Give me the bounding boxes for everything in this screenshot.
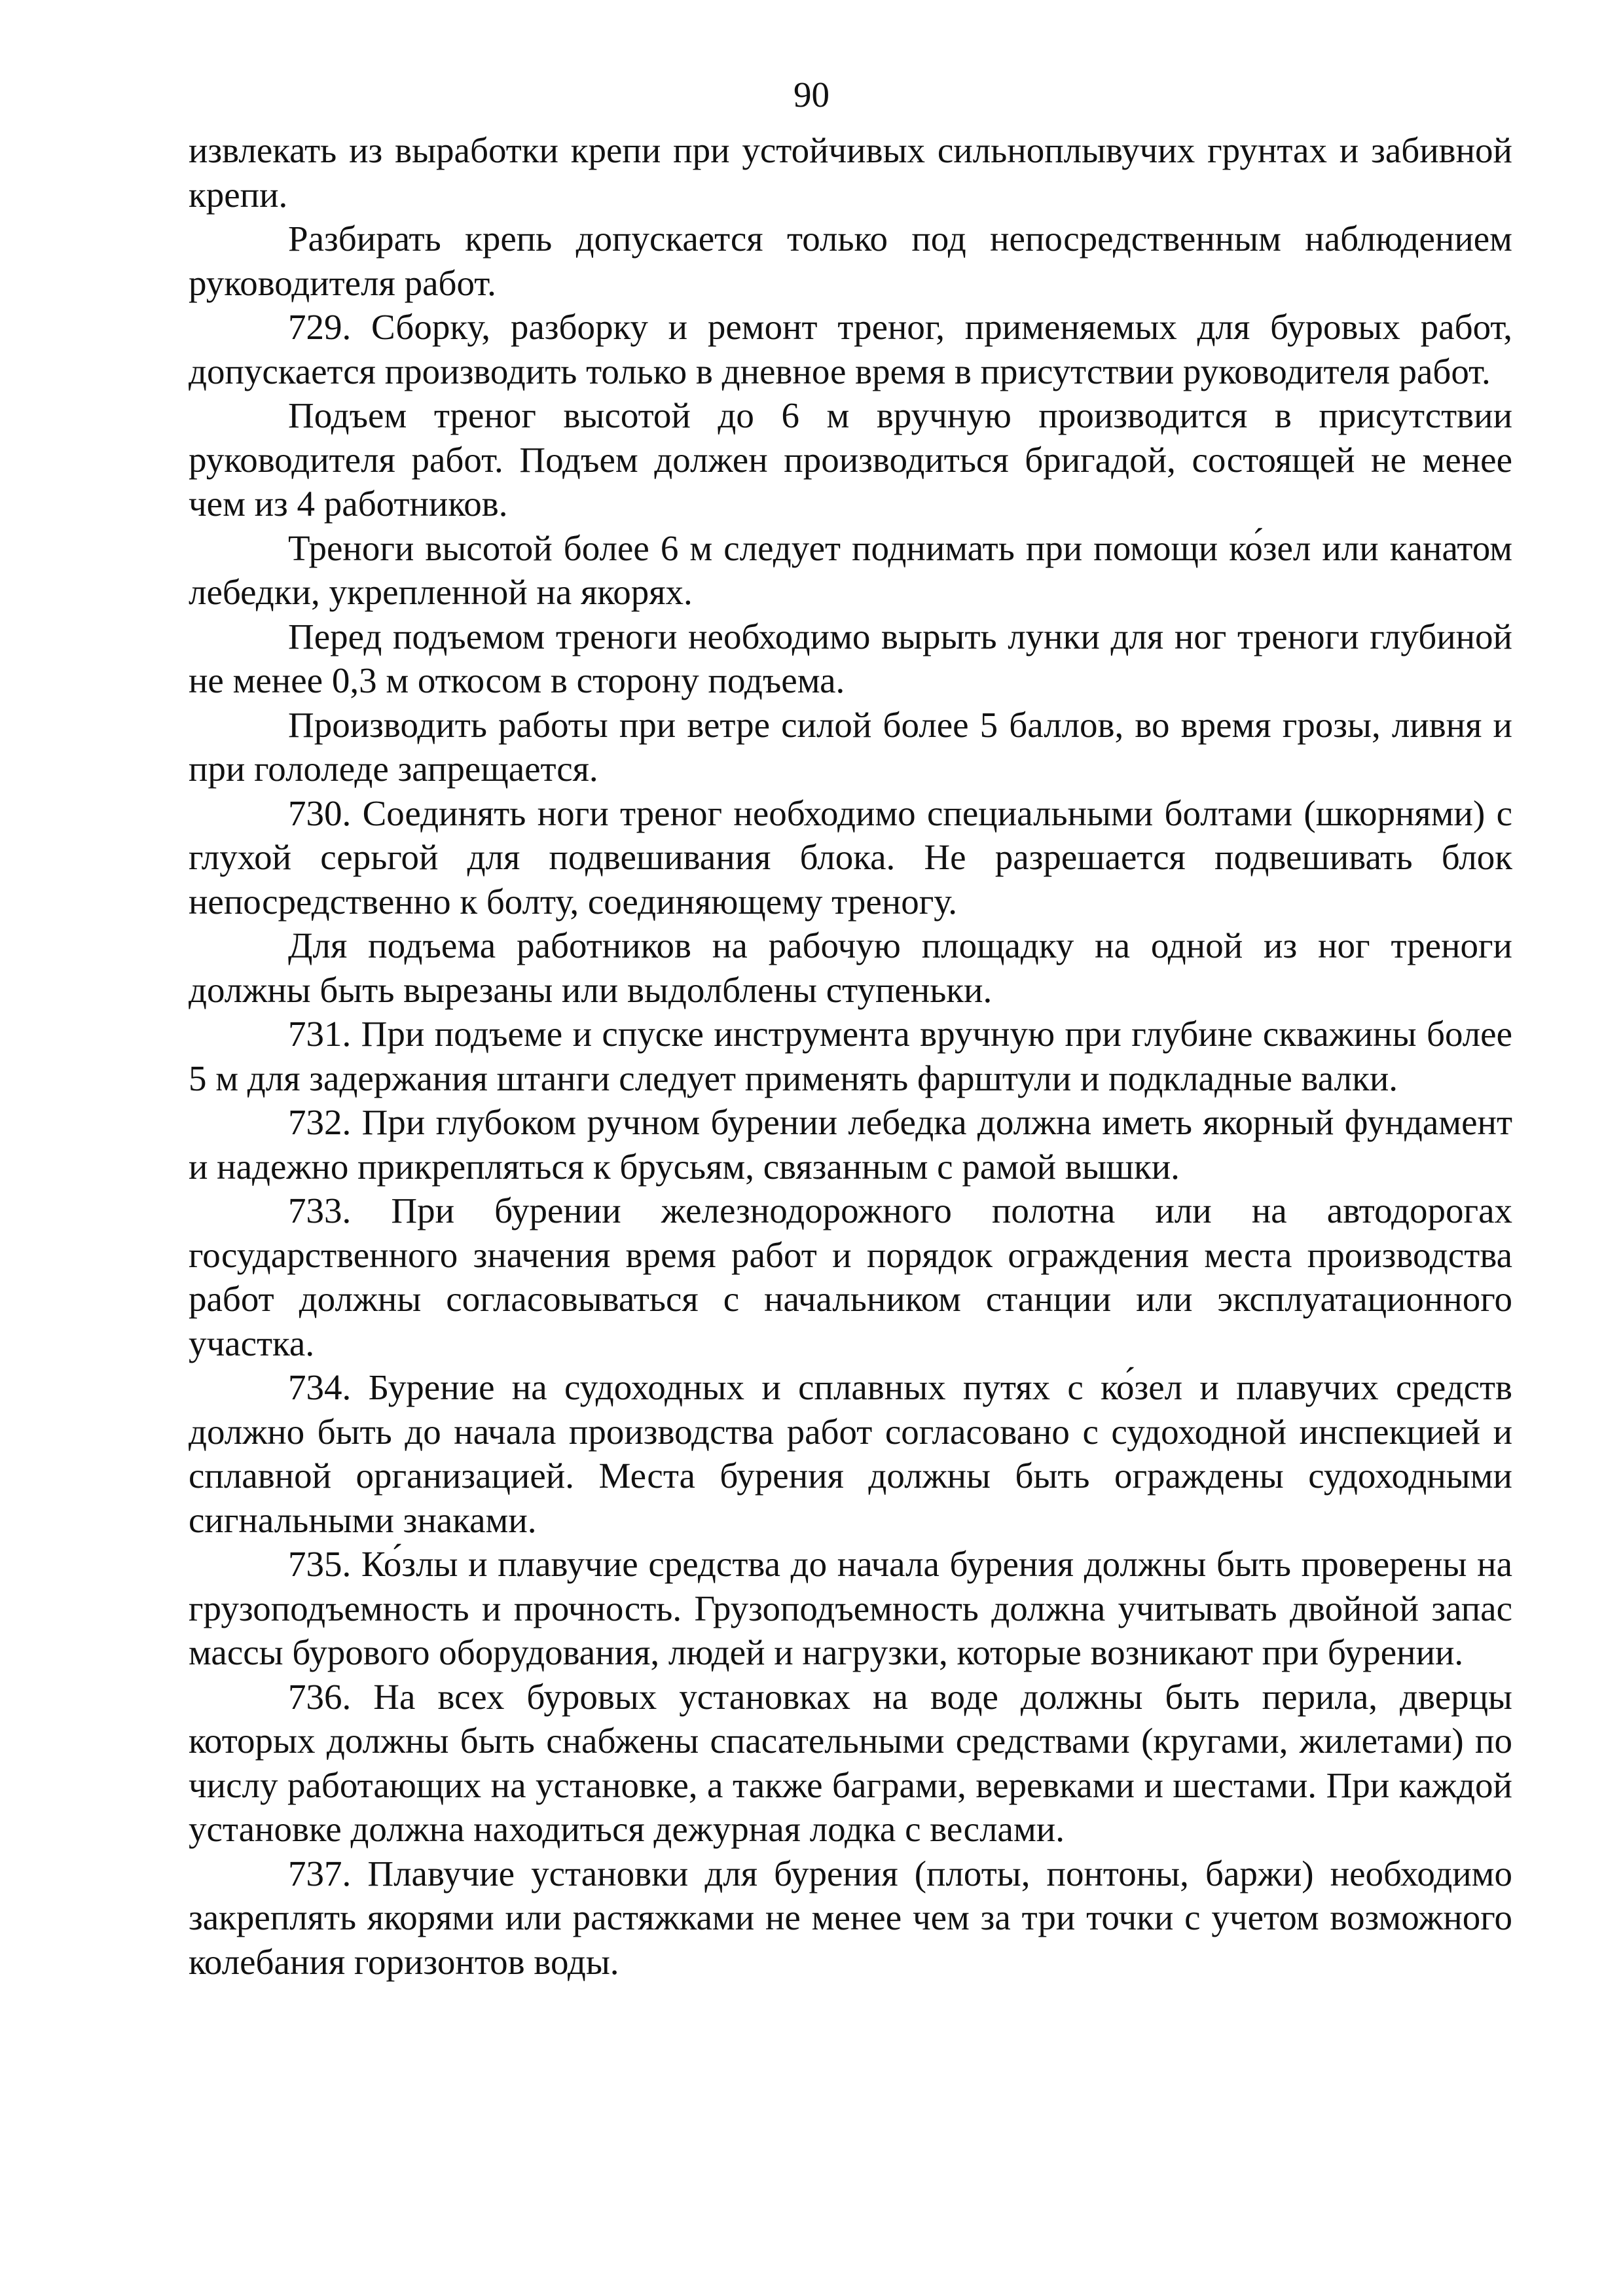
paragraph-733: 733. При бурении железнодорожного полотна или на автодорогах государственного значения время работ и порядок ограждения места производства работ должны согласовываться с начальником станции или эксплуатационного участка. [189, 1191, 1512, 1363]
paragraph: Разбирать крепь допускается только под непосредственным наблюдением руководителя работ. [189, 219, 1512, 303]
page-number: 90 [793, 75, 830, 115]
paragraph: Производить работы при ветре силой более 5 баллов, во время грозы, ливня и при гололеде запрещается. [189, 704, 1512, 789]
paragraph-737: 737. Плавучие установки для бурения (плоты, понтоны, баржи) необходимо закреплять якорями или растяжками не менее чем за три точки с учетом возможного колебания горизонтов воды. [189, 1853, 1512, 1982]
paragraph-732: 732. При глубоком ручном бурении лебедка должна иметь якорный фундамент и надежно прикрепляться к брусьям, связанным с рамой вышки. [189, 1102, 1512, 1187]
paragraph-729: 729. Сборку, разборку и ремонт треног, применяемых для буровых работ, допускается производить только в дневное время в присутствии руководителя работ. [189, 307, 1512, 391]
paragraph: Для подъема работников на рабочую площадку на одной из ног треноги должны быть вырезаны или выдолблены ступеньки. [189, 925, 1512, 1010]
paragraph-736: 736. На всех буровых установках на воде должны быть перила, дверцы которых должны быть снабжены спасательными средствами (кругами, жилетами) по числу работающих на установке, а также баграми, веревками и шестами. При каждой установке должна находиться дежурная лодка с веслами. [189, 1676, 1512, 1849]
paragraph-735: 735. Ко́злы и плавучие средства до начала бурения должны быть проверены на грузоподъемность и прочность. Грузоподъемность должна учитывать двойной запас массы бурового оборудования, людей и нагрузки, которые возникают при бурении. [189, 1544, 1512, 1672]
paragraph: Подъем треног высотой до 6 м вручную производится в присутствии руководителя работ. Подъем должен производиться бригадой, состоящей не менее чем из 4 работников. [189, 395, 1512, 524]
paragraph: Треноги высотой более 6 м следует поднимать при помощи ко́зел или канатом лебедки, укрепленной на якорях. [189, 528, 1512, 612]
paragraph-continuation: извлекать из выработки крепи при устойчивых сильноплывучих грунтах и забивной крепи. [189, 130, 1512, 215]
paragraph-730: 730. Соединять ноги треног необходимо специальными болтами (шкорнями) с глухой серьгой для подвешивания блока. Не разрешается подвешивать блок непосредственно к болту, соединяющему треногу. [189, 793, 1512, 922]
paragraph-731: 731. При подъеме и спуске инструмента вручную при глубине скважины более 5 м для задержания штанги следует применять фарштули и подкладные валки. [189, 1014, 1512, 1098]
paragraph: Перед подъемом треноги необходимо вырыть лунки для ног треноги глубиной не менее 0,3 м откосом в сторону подъема. [189, 616, 1512, 700]
document-body [189, 128, 1512, 1984]
paragraph-734: 734. Бурение на судоходных и сплавных путях с ко́зел и плавучих средств должно быть до начала производства работ согласовано с судоходной инспекцией и сплавной организацией. Места бурения должны быть ограждены судоходными сигнальными знаками. [189, 1367, 1512, 1540]
